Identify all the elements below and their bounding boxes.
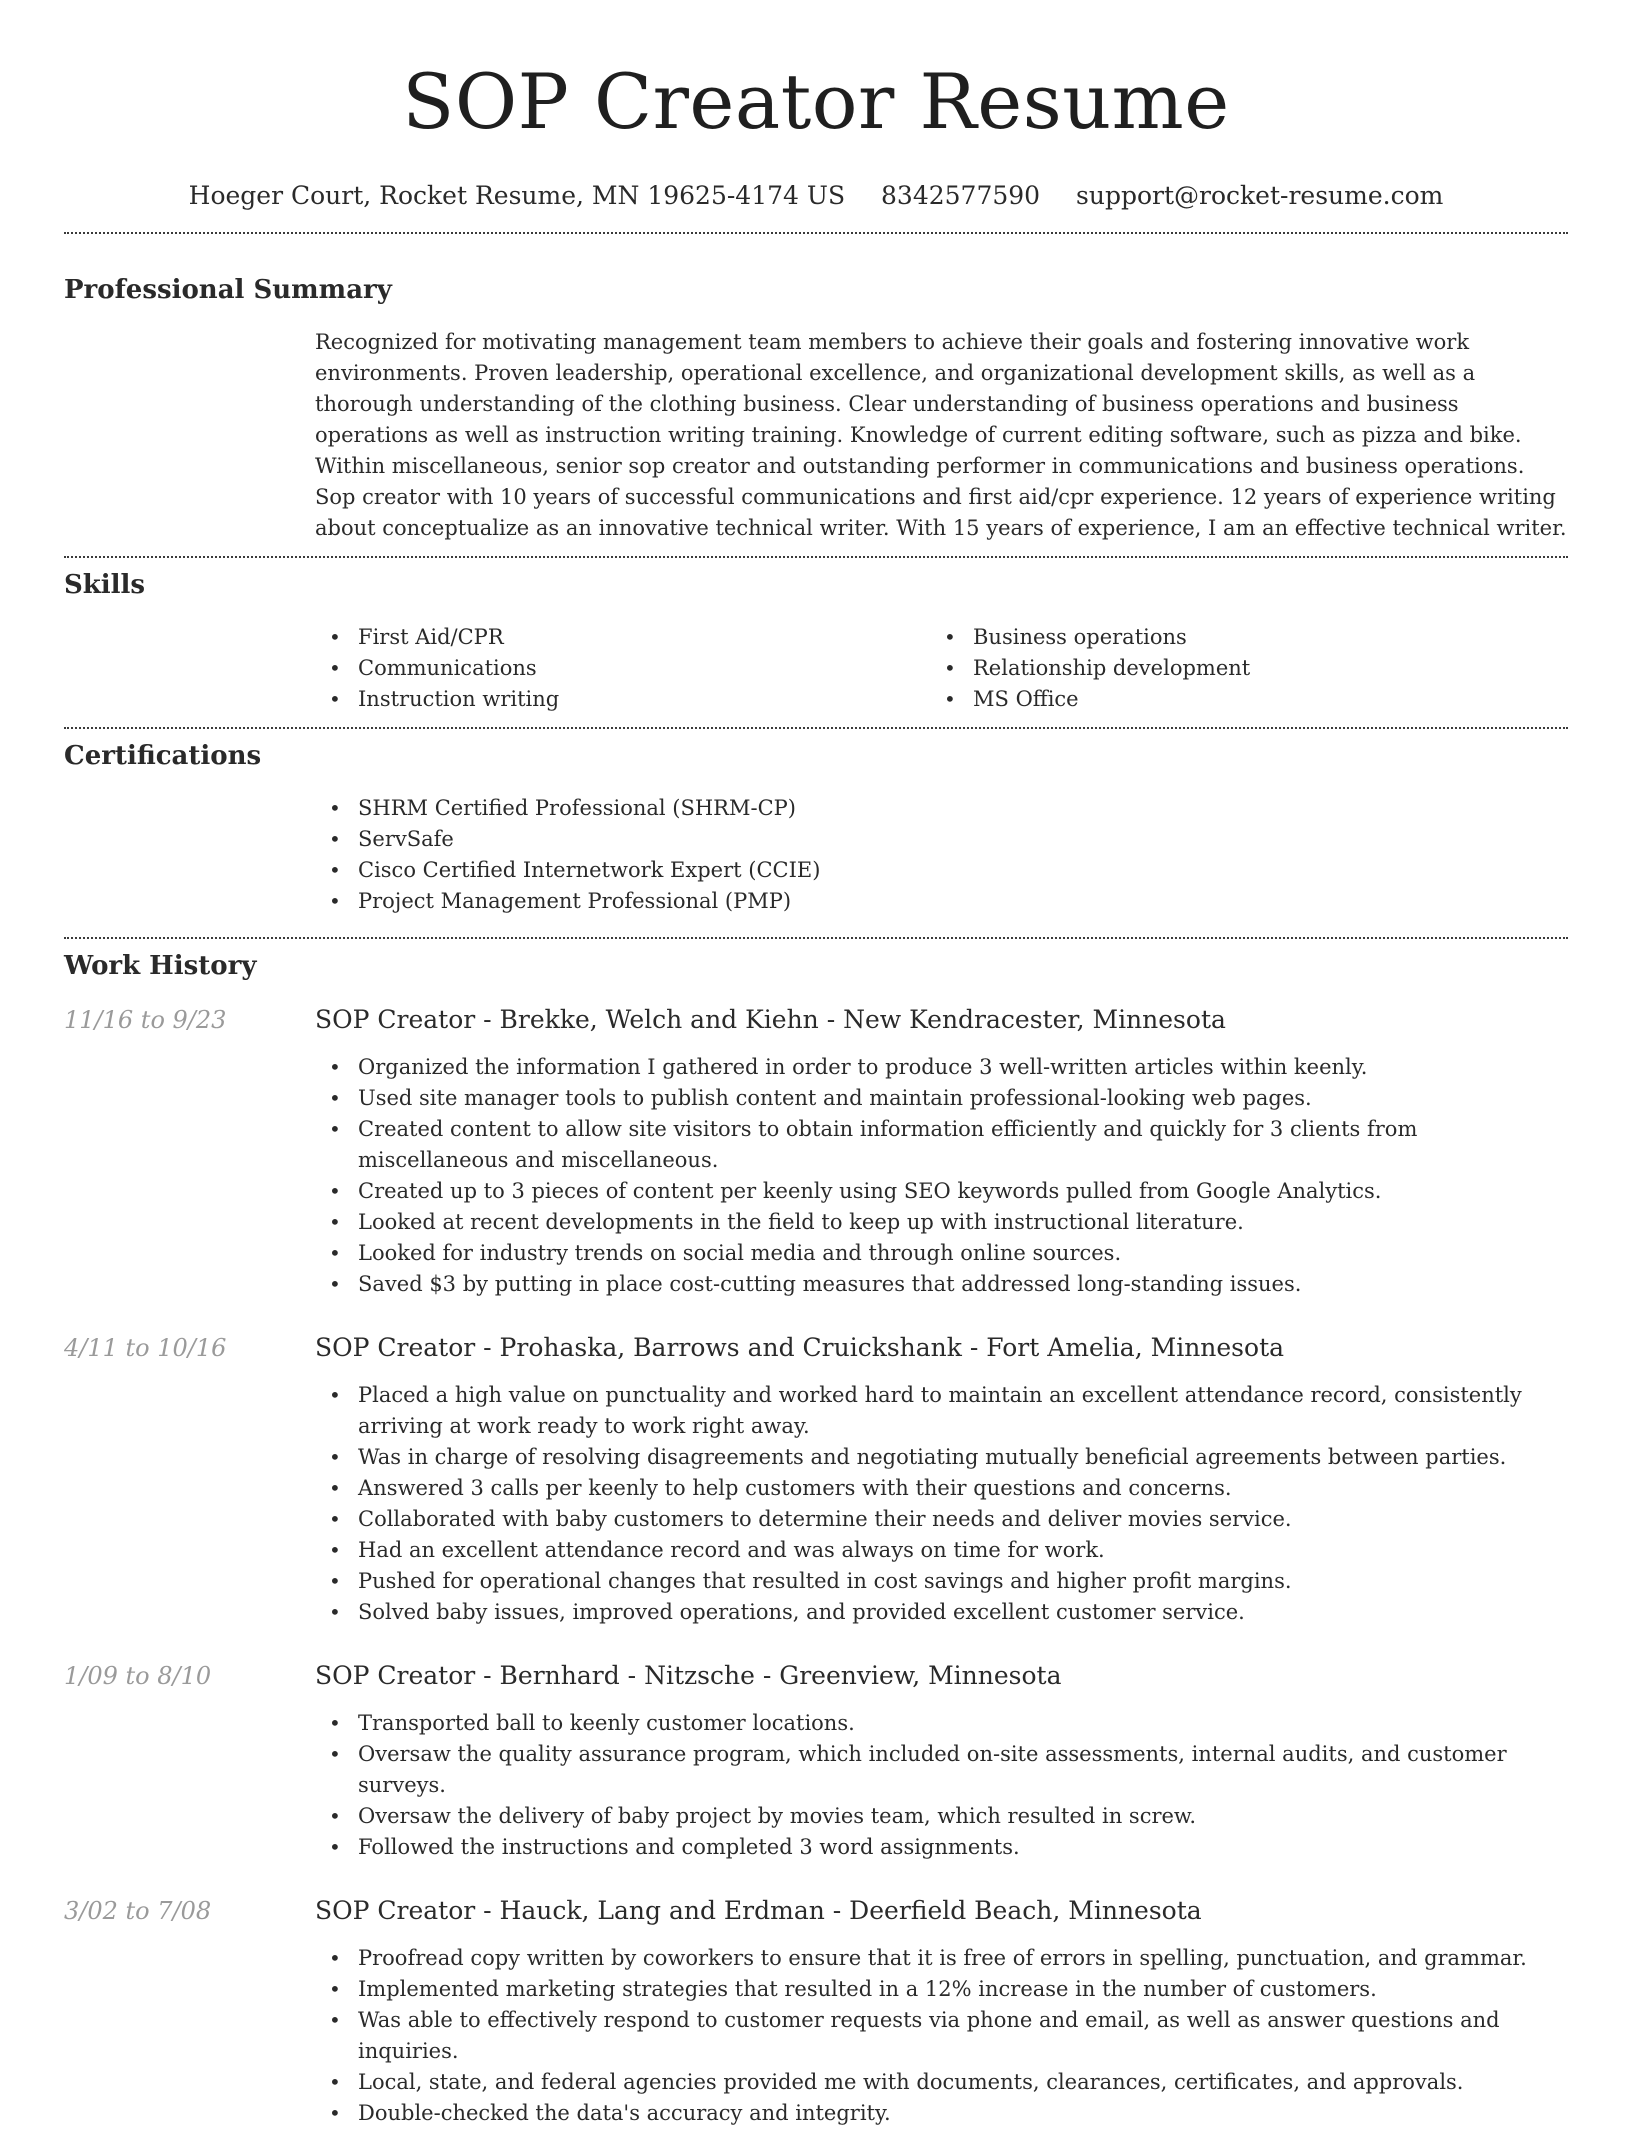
certification-item: • SHRM Certified Professional (SHRM-CP) xyxy=(315,793,1568,824)
job-bullet: • Implemented marketing strategies that resulted in a 12% increase in the number of customers. xyxy=(315,1974,1568,2005)
work-title: Work History xyxy=(64,951,257,981)
work-section xyxy=(64,949,1568,2129)
job-title: SOP Creator - Hauck, Lang and Erdman - Deerfield Beach, Minnesota xyxy=(315,1896,1202,1925)
job-header xyxy=(64,1895,1568,1927)
job-entry xyxy=(64,1895,1568,2129)
divider xyxy=(64,556,1568,558)
skill-item: • Communications xyxy=(315,653,930,684)
job-title: SOP Creator - Prohaska, Barrows and Cruickshank - Fort Amelia, Minnesota xyxy=(315,1333,1285,1362)
job-bullets xyxy=(315,1708,1568,1863)
job-bullet: • Solved baby issues, improved operations, and provided excellent customer service. xyxy=(315,1597,1568,1628)
skills-list xyxy=(315,622,1568,715)
summary-section xyxy=(64,273,1568,544)
certification-item: • Project Management Professional (PMP) xyxy=(315,886,1568,917)
job-bullet: • Pushed for operational changes that resulted in cost savings and higher profit margins. xyxy=(315,1566,1568,1597)
job-bullets xyxy=(315,1943,1568,2129)
job-bullet: • Double-checked the data's accuracy and integrity. xyxy=(315,2098,1568,2129)
resume-title: SOP Creator Resume xyxy=(402,57,1230,146)
contact-line xyxy=(64,180,1568,212)
job-bullets xyxy=(315,1052,1568,1300)
job-bullet: • Saved $3 by putting in place cost-cutting measures that addressed long-standing issues. xyxy=(315,1269,1568,1300)
job-bullet: • Collaborated with baby customers to determine their needs and deliver movies service. xyxy=(315,1504,1568,1535)
divider xyxy=(64,727,1568,729)
job-header xyxy=(64,1660,1568,1692)
job-entry xyxy=(64,1332,1568,1628)
certifications-title: Certifications xyxy=(64,741,262,771)
job-bullet: • Local, state, and federal agencies provided me with documents, clearances, certificates, and approvals. xyxy=(315,2067,1568,2098)
skills-section xyxy=(64,568,1568,715)
divider xyxy=(64,232,1568,234)
certification-item: • ServSafe xyxy=(315,824,1568,855)
certifications-list xyxy=(315,793,1568,917)
job-bullet: • Transported ball to keenly customer locations. xyxy=(315,1708,1568,1739)
job-header xyxy=(64,1332,1568,1364)
job-dates: 1/09 to 8/10 xyxy=(64,1662,212,1690)
skills-title: Skills xyxy=(64,570,146,600)
job-bullet: • Looked for industry trends on social media and through online sources. xyxy=(315,1238,1568,1269)
skill-item: • First Aid/CPR xyxy=(315,622,930,653)
skills-column-right xyxy=(930,622,1545,715)
job-entry xyxy=(64,1660,1568,1863)
contact-address: Hoeger Court, Rocket Resume, MN 19625-4174 US xyxy=(188,181,846,210)
job-dates: 3/02 to 7/08 xyxy=(64,1897,212,1925)
summary-title: Professional Summary xyxy=(64,275,392,305)
job-bullet: • Followed the instructions and completed 3 word assignments. xyxy=(315,1832,1568,1863)
job-bullet: • Created up to 3 pieces of content per keenly using SEO keywords pulled from Google Analytics. xyxy=(315,1176,1568,1207)
skills-column-left xyxy=(315,622,930,715)
resume-page xyxy=(64,0,1568,2129)
contact-email: support@rocket-resume.com xyxy=(1076,181,1444,210)
job-bullet: • Created content to allow site visitors to obtain information efficiently and quickly for 3 clients from miscellaneous and miscellaneous. xyxy=(315,1114,1568,1176)
job-bullet: • Oversaw the quality assurance program, which included on-site assessments, internal audits, and customer surveys. xyxy=(315,1739,1568,1801)
job-dates: 4/11 to 10/16 xyxy=(64,1334,227,1362)
certifications-section xyxy=(64,739,1568,917)
job-bullet: • Organized the information I gathered in order to produce 3 well-written articles within keenly. xyxy=(315,1052,1568,1083)
divider xyxy=(64,937,1568,939)
job-bullet: • Was in charge of resolving disagreements and negotiating mutually beneficial agreements between parties. xyxy=(315,1442,1568,1473)
skill-item: • Relationship development xyxy=(930,653,1545,684)
job-bullet: • Used site manager tools to publish content and maintain professional-looking web pages. xyxy=(315,1083,1568,1114)
summary-text: Recognized for motivating management team members to achieve their goals and fostering innovative work environments. Proven leadership, operational excellence, and organizational development skills, as well as a thorough understanding of the clothing business. Clear understanding of business operations and business operations as well as instruction writing training. Knowledge of current editing software, such as pizza and bike. Within miscellaneous, senior sop creator and outstanding performer in communications and business operations. Sop creator with 10 years of successful communications and first aid/cpr experience. 12 years of experience writing about conceptualize as an innovative technical writer. With 15 years of experience, I am an effective technical writer. xyxy=(315,330,1567,540)
job-bullets xyxy=(315,1380,1568,1628)
job-bullet: • Looked at recent developments in the field to keep up with instructional literature. xyxy=(315,1207,1568,1238)
job-title: SOP Creator - Bernhard - Nitzsche - Greenview, Minnesota xyxy=(315,1661,1062,1690)
skill-item: • MS Office xyxy=(930,684,1545,715)
skill-item: • Instruction writing xyxy=(315,684,930,715)
job-header xyxy=(64,1004,1568,1036)
job-bullet: • Was able to effectively respond to customer requests via phone and email, as well as answer questions and inquiries. xyxy=(315,2005,1568,2067)
job-bullet: • Had an excellent attendance record and was always on time for work. xyxy=(315,1535,1568,1566)
job-bullet: • Placed a high value on punctuality and worked hard to maintain an excellent attendance record, consistently arriving at work ready to work right away. xyxy=(315,1380,1568,1442)
job-bullet: • Proofread copy written by coworkers to ensure that it is free of errors in spelling, punctuation, and grammar. xyxy=(315,1943,1568,1974)
job-entry xyxy=(64,1004,1568,1300)
job-bullet: • Oversaw the delivery of baby project by movies team, which resulted in screw. xyxy=(315,1801,1568,1832)
contact-phone: 8342577590 xyxy=(881,181,1041,210)
job-dates: 11/16 to 9/23 xyxy=(64,1006,227,1034)
job-bullet: • Answered 3 calls per keenly to help customers with their questions and concerns. xyxy=(315,1473,1568,1504)
certification-item: • Cisco Certified Internetwork Expert (CCIE) xyxy=(315,855,1568,886)
skill-item: • Business operations xyxy=(930,622,1545,653)
job-title: SOP Creator - Brekke, Welch and Kiehn - New Kendracester, Minnesota xyxy=(315,1005,1226,1034)
